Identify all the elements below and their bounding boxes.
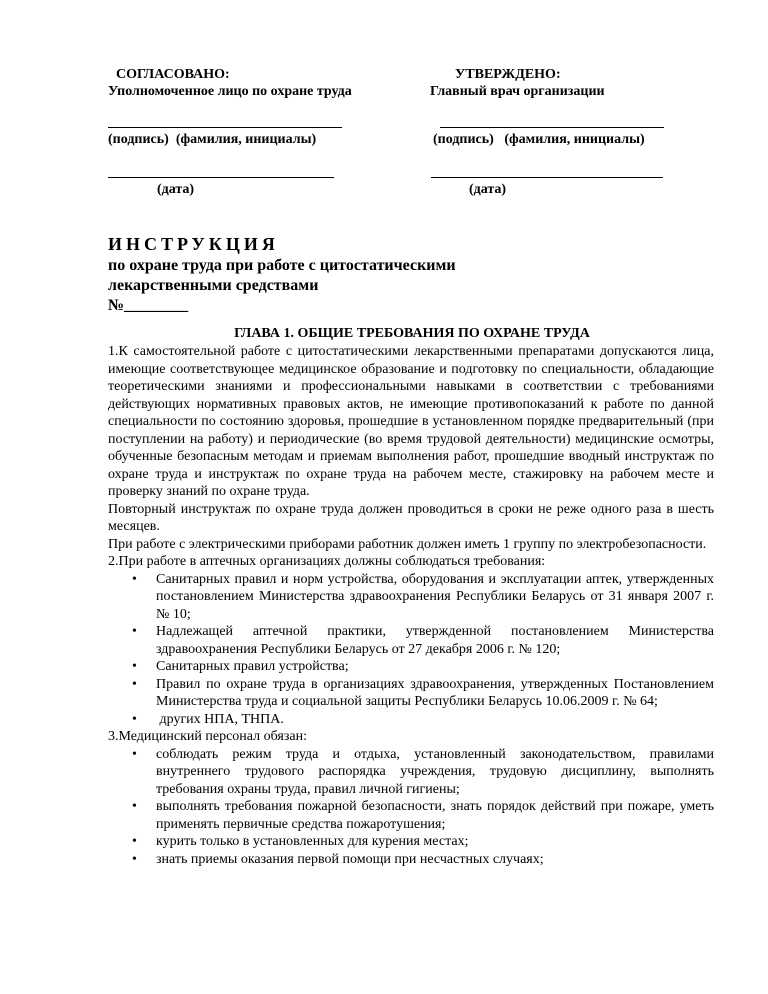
list-item: • Санитарных правил и норм устройства, оборудования и эксплуатации аптек, утвержденных постановлением Министерства здравоохранения Республики Беларусь от 31 января 2007 г. № 10;: [132, 571, 714, 622]
signature-line-left: [108, 127, 342, 128]
paragraph-3: При работе с электрическими приборами работник должен иметь 1 группу по электробезопасности.: [108, 536, 707, 552]
chapter-heading: ГЛАВА 1. ОБЩИЕ ТРЕБОВАНИЯ ПО ОХРАНЕ ТРУДА: [234, 326, 590, 341]
bullet-icon: •: [132, 851, 137, 867]
approved-position: Главный врач организации: [430, 84, 605, 99]
bullet-icon: •: [132, 834, 137, 849]
list-item: • Правил по охране труда в организациях здравоохранения, утвержденных Постановлением Министерства труда и социальной защиты Республики Беларусь 10.06.2009 г. № 64;: [132, 676, 714, 709]
signature-caption-right: (подпись) (фамилия, инициалы): [433, 132, 645, 147]
bullet-icon: •: [132, 624, 137, 639]
bullet-icon: •: [132, 711, 137, 727]
bullet-icon: •: [132, 746, 137, 762]
document-body: [108, 343, 714, 868]
bullet-icon: •: [132, 676, 137, 692]
document-number: №________: [108, 297, 189, 314]
document-subtitle: по охране труда при работе с цитостатическими лекарственными средствами: [108, 257, 456, 294]
list-item: • знать приемы оказания первой помощи при несчастных случаях;: [132, 851, 544, 867]
paragraph-4: 2.При работе в аптечных организациях должны соблюдаться требования:: [108, 554, 546, 569]
list-item: • выполнять требования пожарной безопасности, знать порядок действий при пожаре, уметь применять первичные средства пожаротушения;: [132, 799, 714, 832]
paragraph-5: 3.Медицинский персонал обязан:: [108, 729, 307, 744]
signature-caption-left: (подпись) (фамилия, инициалы): [108, 132, 317, 147]
date-line-left: [108, 177, 334, 178]
bullet-icon: •: [132, 571, 137, 587]
list-item: • курить только в установленных для курения местах;: [132, 834, 469, 849]
bullet-icon: •: [132, 799, 137, 814]
duties-list: [108, 746, 714, 869]
signature-line-right: [440, 127, 664, 128]
approved-title: УТВЕРЖДЕНО:: [455, 67, 561, 82]
approval-block-left: [108, 66, 358, 100]
paragraph-2: Повторный инструктаж по охране труда должен проводиться в сроки не реже одного раза в шесть месяцев.: [108, 501, 714, 534]
date-line-right: [431, 177, 663, 178]
agreed-position: Уполномоченное лицо по охране труда: [108, 84, 352, 99]
list-item: • Надлежащей аптечной практики, утвержденной постановлением Министерства здравоохранения Республики Беларусь от 27 декабря 2006 г. № 120;: [132, 624, 714, 657]
requirements-list: [108, 571, 714, 729]
date-caption-right: (дата): [469, 182, 507, 197]
approval-block-right: [430, 66, 690, 100]
agreed-title: СОГЛАСОВАНО:: [116, 67, 230, 82]
date-caption-left: (дата): [157, 182, 195, 197]
bullet-icon: •: [132, 659, 137, 674]
document-title-block: [108, 233, 708, 316]
document-title: ИНСТРУКЦИЯ: [108, 234, 279, 254]
list-item: • Санитарных правил устройства;: [132, 659, 349, 674]
paragraph-1: 1.К самостоятельной работе с цитостатическими лекарственными препаратами допускаются лица, имеющие соответствующее медицинское образование и подготовку по специальности, обладающие теоретическими знаниями и профессиональными навыками в соответствии с требованиями действующих нормативных правовых актов, не имеющие противопоказаний к работе по данной специальности по состоянию здоровья, прошедшие в установленном порядке предварительный (при поступлении на работу) и периодические (во время трудовой деятельности) медицинские осмотры, обученные безопасным методам и приемам выполнения работ, прошедшие вводный инструктаж по охране труда и инструктаж по охране труда на рабочем месте, стажировку на рабочем месте и проверку знаний по охране труда.: [108, 344, 714, 499]
list-item: • соблюдать режим труда и отдыха, установленный законодательством, правилами внутреннего трудового распорядка учреждения, трудовую дисциплину, выполнять требования охраны труда, правил личной гигиены;: [132, 746, 714, 797]
list-item: • других НПА, ТНПА.: [132, 711, 284, 727]
